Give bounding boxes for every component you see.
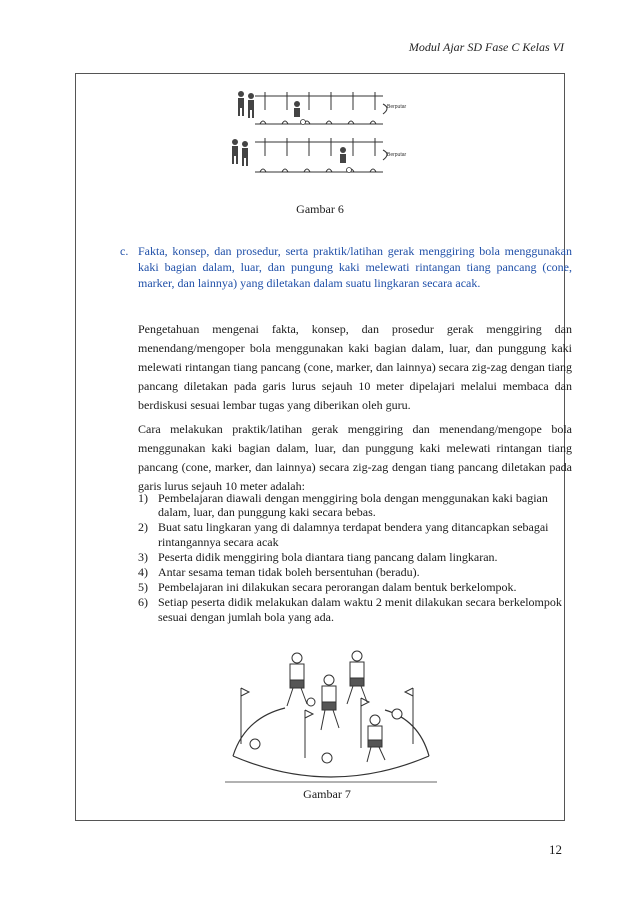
- step-text: Pembelajaran ini dilakukan secara perorangan dalam bentuk berkelompok.: [158, 580, 517, 595]
- figure-6-illustration: [215, 84, 415, 192]
- section-c-title: Fakta, konsep, dan prosedur, serta praktik/latihan gerak menggiring bola menggunakan kaki bagian dalam, luar, dan pungung kaki melewati rintangan tiang pancang (cone, marker, dan lainnya) yang diletakan dalam suatu lingkaran secara acak.: [138, 244, 572, 290]
- step-number: 5): [138, 580, 148, 595]
- step-number: 4): [138, 565, 148, 580]
- list-item: [138, 565, 572, 579]
- step-text: Antar sesama teman tidak boleh bersentuhan (beradu).: [158, 565, 420, 580]
- list-item: [138, 491, 572, 519]
- running-header: Modul Ajar SD Fase C Kelas VI: [408, 40, 564, 54]
- step-number: 1): [138, 491, 148, 505]
- list-item: [138, 520, 572, 548]
- step-text: Buat satu lingkaran yang di dalamnya terdapat bendera yang ditancapkan sebagai rintangannya secara acak: [158, 520, 549, 549]
- list-item: [138, 595, 572, 623]
- step-text: Peserta didik menggiring bola diantara tiang pancang dalam lingkaran.: [158, 549, 498, 564]
- section-c-heading: [120, 243, 572, 291]
- steps-list: [138, 491, 572, 625]
- figure-7-illustration: [225, 648, 437, 784]
- figure-7-caption: Gambar 7: [303, 787, 351, 801]
- step-number: 6): [138, 595, 148, 610]
- page-number: 12: [549, 842, 562, 857]
- section-c-marker: c.: [120, 244, 129, 258]
- paragraph-procedure: Cara melakukan praktik/latihan gerak menggiring dan menendang/mengope bola menggunakan kaki bagian dalam, luar, dan punggung kaki melewati rintangan tiang pancang (cone, marker, dan lainnya) secara zig-zag dengan tiang pancang diletakan pada garis lurus sejauh 10 meter adalah:: [138, 422, 572, 493]
- figure-6-label-bottom: Berputar: [387, 152, 407, 158]
- step-number: 3): [138, 549, 148, 564]
- step-number: 2): [138, 520, 148, 535]
- figure-6-label-top: Berputar: [387, 104, 407, 110]
- figure-6-caption: Gambar 6: [296, 202, 344, 216]
- list-item: [138, 580, 572, 594]
- step-text: Setiap peserta didik melakukan dalam waktu 2 menit dilakukan secara berkelompok sesuai dengan jumlah bola yang ada.: [158, 595, 562, 624]
- list-item: [138, 550, 572, 564]
- step-text: Pembelajaran diawali dengan menggiring bola dengan menggunakan kaki bagian dalam, luar, dan punggung kaki secara bebas.: [158, 491, 548, 520]
- paragraph-knowledge: Pengetahuan mengenai fakta, konsep, dan prosedur gerak menggiring dan menendang/mengoper bola menggunakan kaki bagian dalam, luar, dan punggung kaki melewati rintangan tiang pancang (cone, marker, dan lainnya) secara zig-zag dengan tiang pancang diletakan pada garis lurus sejauh 10 meter dipelajari melalui membaca dan berdiskusi sesuai lembar tugas yang diberikan oleh guru.: [138, 322, 572, 412]
